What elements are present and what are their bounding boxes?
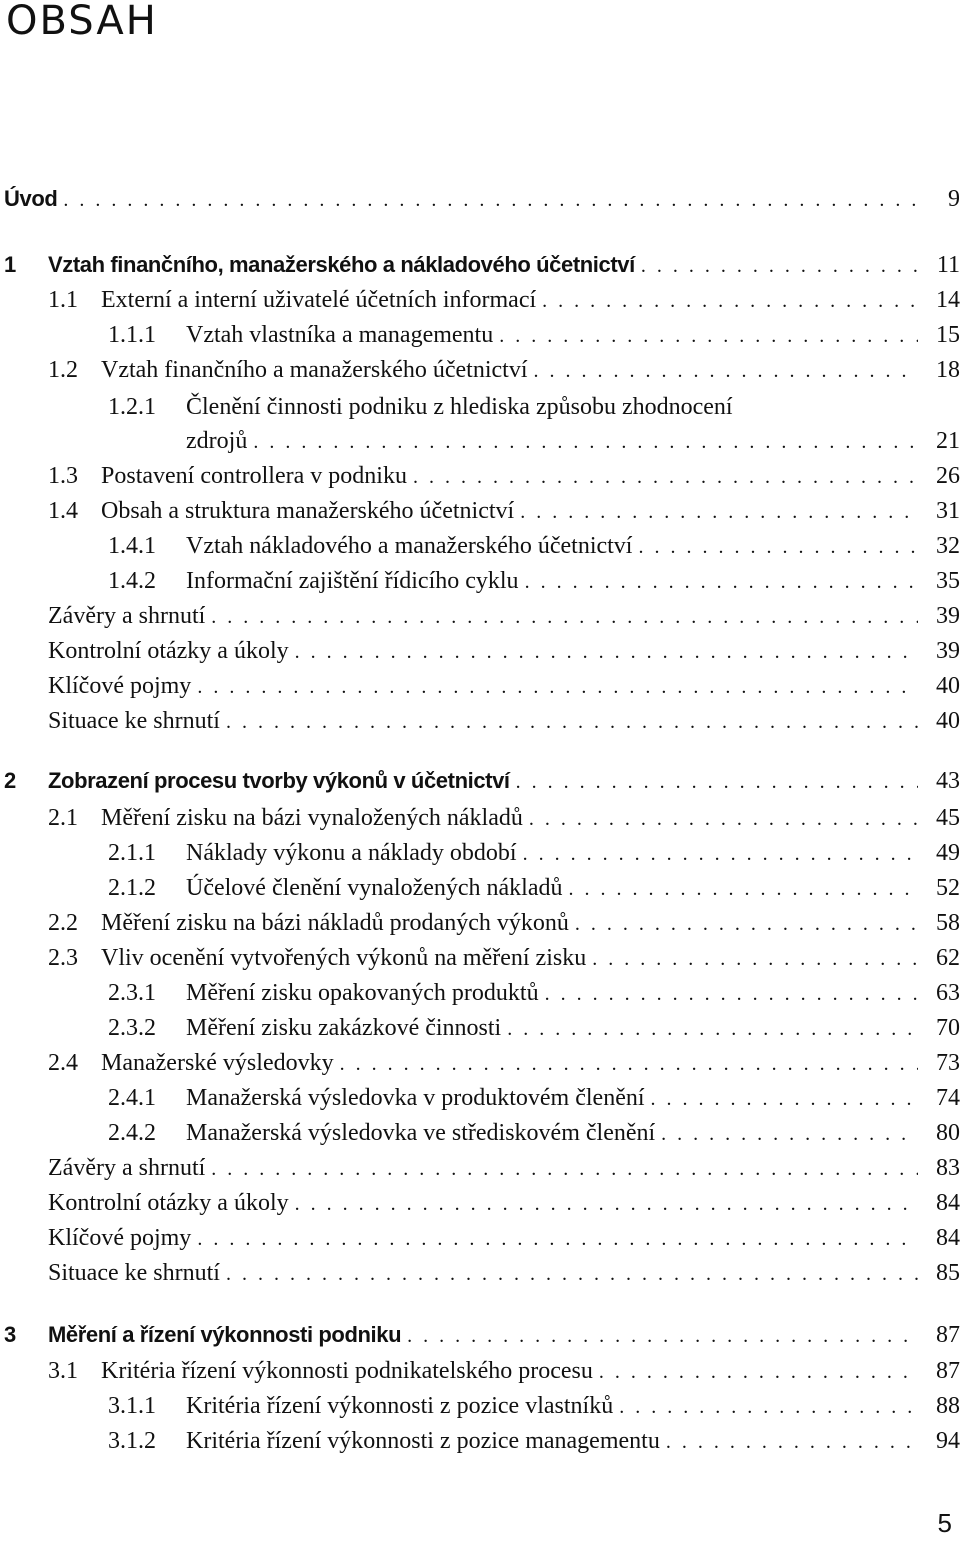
toc-number: 2.4 bbox=[48, 1050, 78, 1076]
toc-entry[interactable] bbox=[0, 1389, 960, 1423]
toc-number: 2.3 bbox=[48, 945, 78, 971]
toc-page-number: 39 bbox=[936, 638, 960, 664]
toc-chapter-3[interactable] bbox=[0, 1318, 960, 1352]
toc-label: Manažerská výsledovka ve střediskovém členění bbox=[186, 1120, 656, 1146]
toc-page-number: 32 bbox=[936, 533, 960, 559]
toc-page-number: 87 bbox=[936, 1358, 960, 1384]
toc-label: Závěry a shrnutí bbox=[48, 1155, 206, 1181]
toc-entry-continuation[interactable] bbox=[0, 424, 960, 458]
toc-page-number: 43 bbox=[936, 768, 960, 794]
toc-number: 2.4.2 bbox=[108, 1120, 156, 1146]
toc-label: Měření zisku na bázi nákladů prodaných výkonů bbox=[101, 910, 569, 936]
toc-entry[interactable] bbox=[0, 1354, 960, 1388]
toc-entry[interactable] bbox=[0, 390, 960, 424]
toc-leader bbox=[63, 183, 918, 217]
toc-label: Klíčové pojmy bbox=[48, 1225, 192, 1251]
toc-page-number: 52 bbox=[936, 875, 960, 901]
toc-number: 2 bbox=[4, 768, 16, 793]
toc-page-number: 85 bbox=[936, 1260, 960, 1286]
toc-leader bbox=[529, 802, 918, 836]
toc-entry[interactable] bbox=[0, 1046, 960, 1080]
toc-label: Úvod bbox=[4, 186, 58, 211]
toc-label: Měření zisku zakázkové činnosti bbox=[186, 1015, 502, 1041]
toc-leader bbox=[592, 942, 918, 976]
toc-leader bbox=[542, 284, 918, 318]
toc-leader bbox=[295, 635, 918, 669]
toc-label: Měření zisku opakovaných produktů bbox=[186, 980, 539, 1006]
toc-entry[interactable] bbox=[0, 906, 960, 940]
toc-number: 2.1 bbox=[48, 805, 78, 831]
toc-number: 1.1 bbox=[48, 287, 78, 313]
toc-leader bbox=[651, 1082, 918, 1116]
toc-entry[interactable] bbox=[0, 1011, 960, 1045]
toc-leader bbox=[520, 495, 918, 529]
toc-chapter-1[interactable] bbox=[0, 248, 960, 282]
toc-leader bbox=[666, 1425, 918, 1459]
toc-number: 3.1.1 bbox=[108, 1393, 156, 1419]
toc-entry[interactable] bbox=[0, 976, 960, 1010]
toc-label: Měření a řízení výkonnosti podniku bbox=[48, 1322, 402, 1347]
toc-leader bbox=[197, 670, 918, 704]
toc-number: 2.3.2 bbox=[108, 1015, 156, 1041]
toc-page-number: 11 bbox=[936, 252, 960, 278]
toc-number: 1 bbox=[4, 252, 16, 277]
toc-page-number: 83 bbox=[936, 1155, 960, 1181]
toc-number: 2.3.1 bbox=[108, 980, 156, 1006]
toc-label: Situace ke shrnutí bbox=[48, 1260, 220, 1286]
toc-leader bbox=[226, 705, 918, 739]
toc-page-number: 14 bbox=[936, 287, 960, 313]
toc-entry[interactable] bbox=[0, 1424, 960, 1458]
toc-number: 3.1 bbox=[48, 1358, 78, 1384]
toc-label: Situace ke shrnutí bbox=[48, 708, 220, 734]
toc-page-number: 88 bbox=[936, 1393, 960, 1419]
toc-page-number: 35 bbox=[936, 568, 960, 594]
toc-label: Kritéria řízení výkonnosti z pozice managementu bbox=[186, 1428, 660, 1454]
toc-entry[interactable] bbox=[0, 599, 960, 633]
toc-label: Vztah vlastníka a managementu bbox=[186, 322, 494, 348]
toc-leader bbox=[619, 1390, 918, 1424]
toc-entry[interactable] bbox=[0, 704, 960, 738]
toc-page-number: 87 bbox=[936, 1322, 960, 1348]
toc-number: 2.4.1 bbox=[108, 1085, 156, 1111]
toc-number: 1.4 bbox=[48, 498, 78, 524]
toc-page-number: 40 bbox=[936, 708, 960, 734]
toc-leader bbox=[211, 1152, 918, 1186]
toc-page-number: 21 bbox=[936, 428, 960, 454]
toc-leader bbox=[407, 1319, 918, 1353]
toc-leader bbox=[295, 1187, 918, 1221]
toc-leader bbox=[413, 460, 918, 494]
toc-number: 2.1.1 bbox=[108, 840, 156, 866]
toc-label: Kritéria řízení výkonnosti z pozice vlastníků bbox=[186, 1393, 614, 1419]
toc-page-number: 58 bbox=[936, 910, 960, 936]
toc-entry[interactable] bbox=[0, 1081, 960, 1115]
toc-number: 3.1.2 bbox=[108, 1428, 156, 1454]
toc-entry[interactable] bbox=[0, 1221, 960, 1255]
toc-label: Vztah finančního, manažerského a nákladového účetnictví bbox=[48, 252, 635, 277]
toc-leader bbox=[533, 354, 918, 388]
toc-page-number: 74 bbox=[936, 1085, 960, 1111]
toc-leader bbox=[226, 1257, 918, 1291]
toc-number: 1.3 bbox=[48, 463, 78, 489]
toc-entry[interactable] bbox=[0, 1116, 960, 1150]
toc-entry[interactable] bbox=[0, 634, 960, 668]
toc-leader bbox=[507, 1012, 918, 1046]
toc-leader bbox=[499, 319, 918, 353]
toc-number: 2.2 bbox=[48, 910, 78, 936]
toc-label: zdrojů bbox=[186, 428, 248, 454]
toc-label: Postavení controllera v podniku bbox=[101, 463, 407, 489]
toc-page-number: 18 bbox=[936, 357, 960, 383]
toc-label: Kontrolní otázky a úkoly bbox=[48, 1190, 289, 1216]
toc-number: 2.1.2 bbox=[108, 875, 156, 901]
toc-entry[interactable] bbox=[0, 459, 960, 493]
toc-entry[interactable] bbox=[0, 1186, 960, 1220]
toc-entry[interactable] bbox=[0, 836, 960, 870]
toc-entry-uvod[interactable] bbox=[0, 182, 960, 216]
toc-leader bbox=[211, 600, 918, 634]
toc-number: 1.4.2 bbox=[108, 568, 156, 594]
toc-label: Klíčové pojmy bbox=[48, 673, 192, 699]
toc-leader bbox=[638, 530, 918, 564]
toc-entry[interactable] bbox=[0, 1256, 960, 1290]
toc-page-number: 84 bbox=[936, 1190, 960, 1216]
toc-leader bbox=[599, 1355, 918, 1389]
toc-label: Zobrazení procesu tvorby výkonů v účetnictví bbox=[48, 768, 510, 793]
toc-number: 1.2.1 bbox=[108, 394, 156, 420]
toc-entry[interactable] bbox=[0, 529, 960, 563]
toc-entry[interactable] bbox=[0, 494, 960, 528]
toc-label: Účelové členění vynaložených nákladů bbox=[186, 875, 563, 901]
toc-entry[interactable] bbox=[0, 871, 960, 905]
toc-leader bbox=[661, 1117, 918, 1151]
toc-leader bbox=[340, 1047, 918, 1081]
toc-page-number: 63 bbox=[936, 980, 960, 1006]
toc-leader bbox=[641, 249, 918, 283]
toc-entry[interactable] bbox=[0, 353, 960, 387]
toc-page-number: 45 bbox=[936, 805, 960, 831]
toc-page-number: 26 bbox=[936, 463, 960, 489]
toc-label: Závěry a shrnutí bbox=[48, 603, 206, 629]
toc-label: Vztah finančního a manažerského účetnictví bbox=[101, 357, 528, 383]
toc-label: Kontrolní otázky a úkoly bbox=[48, 638, 289, 664]
toc-page-number: 80 bbox=[936, 1120, 960, 1146]
toc-leader bbox=[523, 837, 918, 871]
toc-leader bbox=[569, 872, 919, 906]
toc-entry[interactable] bbox=[0, 801, 960, 835]
toc-number: 1.2 bbox=[48, 357, 78, 383]
toc-label: Manažerské výsledovky bbox=[101, 1050, 334, 1076]
toc-page-number: 94 bbox=[936, 1428, 960, 1454]
toc-page-number: 73 bbox=[936, 1050, 960, 1076]
toc-label: Náklady výkonu a náklady období bbox=[186, 840, 517, 866]
toc-entry[interactable] bbox=[0, 318, 960, 352]
toc-page-number: 84 bbox=[936, 1225, 960, 1251]
toc-leader bbox=[575, 907, 918, 941]
toc-entry[interactable] bbox=[0, 941, 960, 975]
toc-entry[interactable] bbox=[0, 564, 960, 598]
toc-page-number: 62 bbox=[936, 945, 960, 971]
toc-label: Obsah a struktura manažerského účetnictví bbox=[101, 498, 515, 524]
toc-leader bbox=[253, 425, 918, 459]
toc-leader bbox=[197, 1222, 918, 1256]
toc-page-number: 31 bbox=[936, 498, 960, 524]
toc-entry[interactable] bbox=[0, 1151, 960, 1185]
toc-label: Vliv ocenění vytvořených výkonů na měření zisku bbox=[101, 945, 587, 971]
toc-label: Manažerská výsledovka v produktovém členění bbox=[186, 1085, 645, 1111]
toc-page-number: 70 bbox=[936, 1015, 960, 1041]
toc-label: Vztah nákladového a manažerského účetnictví bbox=[186, 533, 633, 559]
toc-label: Informační zajištění řídicího cyklu bbox=[186, 568, 519, 594]
toc-label: Kritéria řízení výkonnosti podnikatelského procesu bbox=[101, 1358, 593, 1384]
toc-number: 1.1.1 bbox=[108, 322, 156, 348]
toc-page-number: 39 bbox=[936, 603, 960, 629]
toc-leader bbox=[545, 977, 918, 1011]
toc-entry[interactable] bbox=[0, 283, 960, 317]
toc-number: 1.4.1 bbox=[108, 533, 156, 559]
toc-page-number: 49 bbox=[936, 840, 960, 866]
toc-page-number: 40 bbox=[936, 673, 960, 699]
toc-number: 3 bbox=[4, 1322, 16, 1347]
toc-label: Měření zisku na bázi vynaložených nákladů bbox=[101, 805, 523, 831]
toc-label: Externí a interní uživatelé účetních informací bbox=[101, 287, 537, 313]
toc-leader bbox=[516, 765, 918, 799]
page-number: 5 bbox=[937, 1508, 952, 1538]
toc-label: Členění činnosti podniku z hlediska způsobu zhodnocení bbox=[186, 394, 733, 420]
toc-page-number: 9 bbox=[948, 186, 960, 212]
page-title: OBSAH bbox=[6, 0, 158, 44]
toc-leader bbox=[525, 565, 918, 599]
toc-chapter-2[interactable] bbox=[0, 764, 960, 798]
toc-page-number: 15 bbox=[936, 322, 960, 348]
toc-entry[interactable] bbox=[0, 669, 960, 703]
